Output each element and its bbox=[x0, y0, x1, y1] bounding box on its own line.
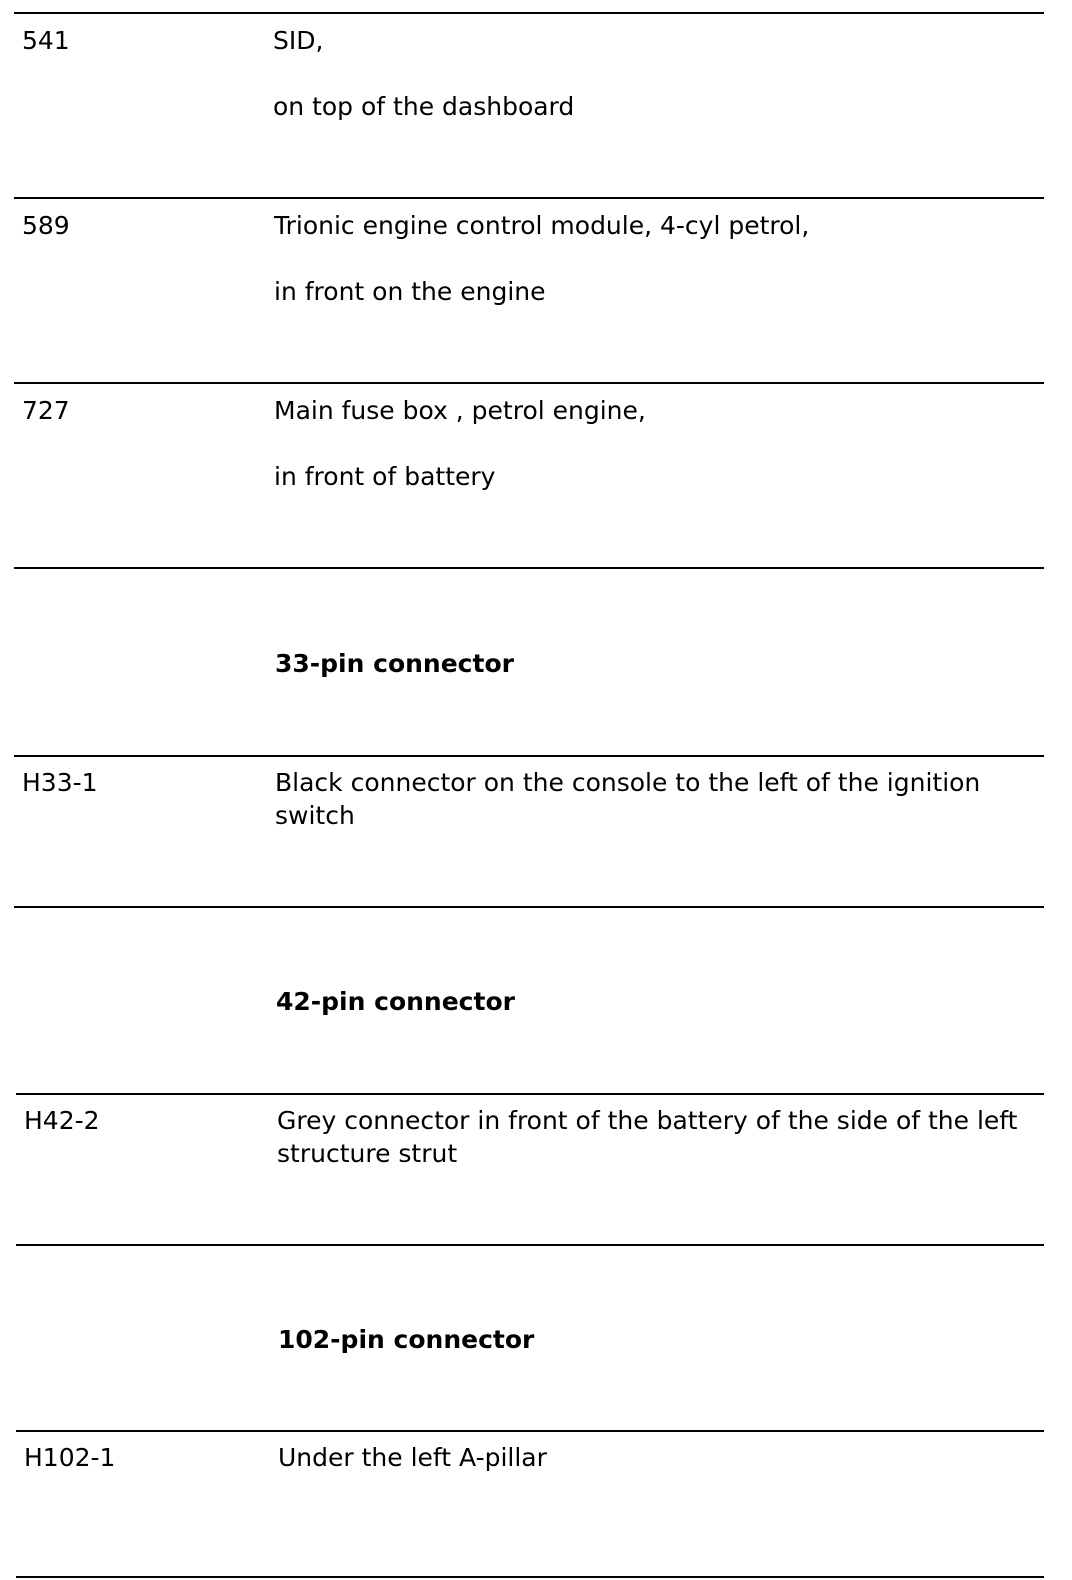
table-rule bbox=[14, 906, 1044, 908]
connector-location: Under the left A-pillar bbox=[278, 1443, 547, 1472]
table-rule bbox=[14, 567, 1044, 569]
component-name: Main fuse box , petrol engine, bbox=[274, 396, 646, 425]
connector-location: Grey connector in front of the battery of the side of the left structure strut bbox=[277, 1106, 1018, 1168]
section-heading: 33-pin connector bbox=[275, 649, 514, 678]
component-location: on top of the dashboard bbox=[273, 92, 575, 121]
connector-code: H33-1 bbox=[22, 768, 98, 797]
component-code: 541 bbox=[22, 26, 70, 55]
component-location: in front of battery bbox=[274, 462, 496, 491]
table-rule bbox=[16, 1244, 1044, 1246]
component-name: SID, bbox=[273, 26, 324, 55]
section-heading: 42-pin connector bbox=[276, 987, 515, 1016]
table-rule bbox=[14, 197, 1044, 199]
connector-code: H42-2 bbox=[24, 1106, 100, 1135]
component-location: in front on the engine bbox=[274, 277, 546, 306]
table-rule bbox=[14, 382, 1044, 384]
table-rule bbox=[14, 12, 1044, 14]
table-rule bbox=[16, 1430, 1044, 1432]
component-name: Trionic engine control module, 4-cyl petrol, bbox=[274, 211, 810, 240]
section-heading: 102-pin connector bbox=[278, 1325, 535, 1354]
connector-code: H102-1 bbox=[24, 1443, 116, 1472]
table-rule bbox=[14, 755, 1044, 757]
component-code: 727 bbox=[22, 396, 70, 425]
table-rule bbox=[16, 1093, 1044, 1095]
component-code: 589 bbox=[22, 211, 70, 240]
connector-location: Black connector on the console to the left of the ignition switch bbox=[275, 768, 981, 830]
table-rule bbox=[16, 1576, 1044, 1578]
